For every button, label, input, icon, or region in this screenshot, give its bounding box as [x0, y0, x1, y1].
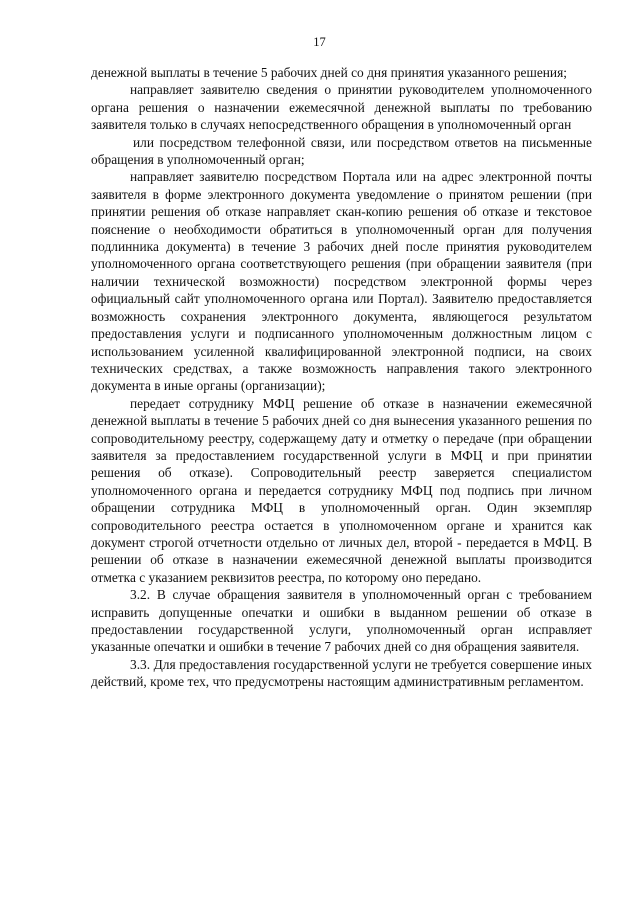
paragraph-mfc-transfer: передает сотруднику МФЦ решение об отказе в назначении ежемесячной денежной выплаты в течение 5 рабочих дней со дня вынесения указанного решения по сопроводительному реестру, содержащему дату и отметку о передаче (при обращении заявителя за предоставлением государственной услуги в МФЦ и при принятии решения об отказе). Сопроводительный реестр заверяется специалистом уполномоченного органа и передается сотруднику МФЦ под подпись при личном обращении сотрудника МФЦ в уполномоченный орган. Один экземпляр сопроводительного реестра остается в уполномоченном органе и хранится как документ строгой отчетности отдельно от личных дел, второй - передается в МФЦ. В решении об отказе в назначении ежемесячной денежной выплаты производится отметка с указанием реквизитов реестра, по которому оно передано.: [91, 395, 592, 585]
paragraph-phone-or-written: или посредством телефонной связи, или посредством ответов на письменные обращения в уполномоченный орган;: [91, 134, 592, 168]
paragraph-notify-decision: направляет заявителю сведения о принятии руководителем уполномоченного органа решения о назначении ежемесячной денежной выплаты по требованию заявителя только в случаях непосредственного обращения в уполномоченный орган: [91, 82, 592, 133]
paragraph-section-3-3: 3.3. Для предоставления государственной услуги не требуется совершение иных действий, кроме тех, что предусмотрены настоящим административным регламентом.: [91, 656, 592, 690]
paragraph-portal-notification: направляет заявителю посредством Портала или на адрес электронной почты заявителя в форме электронного документа уведомление о принятом решении (при принятии решения об отказе направляет скан-копию решения об отказе и текстовое пояснение о необходимости обратиться в уполномоченный орган для получения подлинника документа) в течение 3 рабочих дней после принятия руководителем уполномоченного органа соответствующего решения (при обращении заявителя (при наличии технической возможности) посредством электронной формы через официальный сайт уполномоченного органа или Портал). Заявителю предоставляется возможность сохранения электронного документа, являющегося результатом предоставления услуги и подписанного уполномоченным должностным лицом с использованием усиленной квалифицированной электронной подписи, на своих технических средствах, а также возможность направления такого электронного документа в иные органы (организации);: [91, 169, 592, 394]
page-number: 17: [313, 35, 326, 49]
paragraph-section-3-2: 3.2. В случае обращения заявителя в уполномоченный орган с требованием исправить допущенные опечатки и ошибки в выданном решении об отказе в предоставлении государственной услуги, уполномоченный орган исправляет указанные опечатки и ошибки в течение 7 рабочих дней со дня обращения заявителя.: [91, 587, 592, 655]
document-body: [91, 64, 592, 691]
paragraph-continuation: денежной выплаты в течение 5 рабочих дней со дня принятия указанного решения;: [91, 65, 567, 80]
